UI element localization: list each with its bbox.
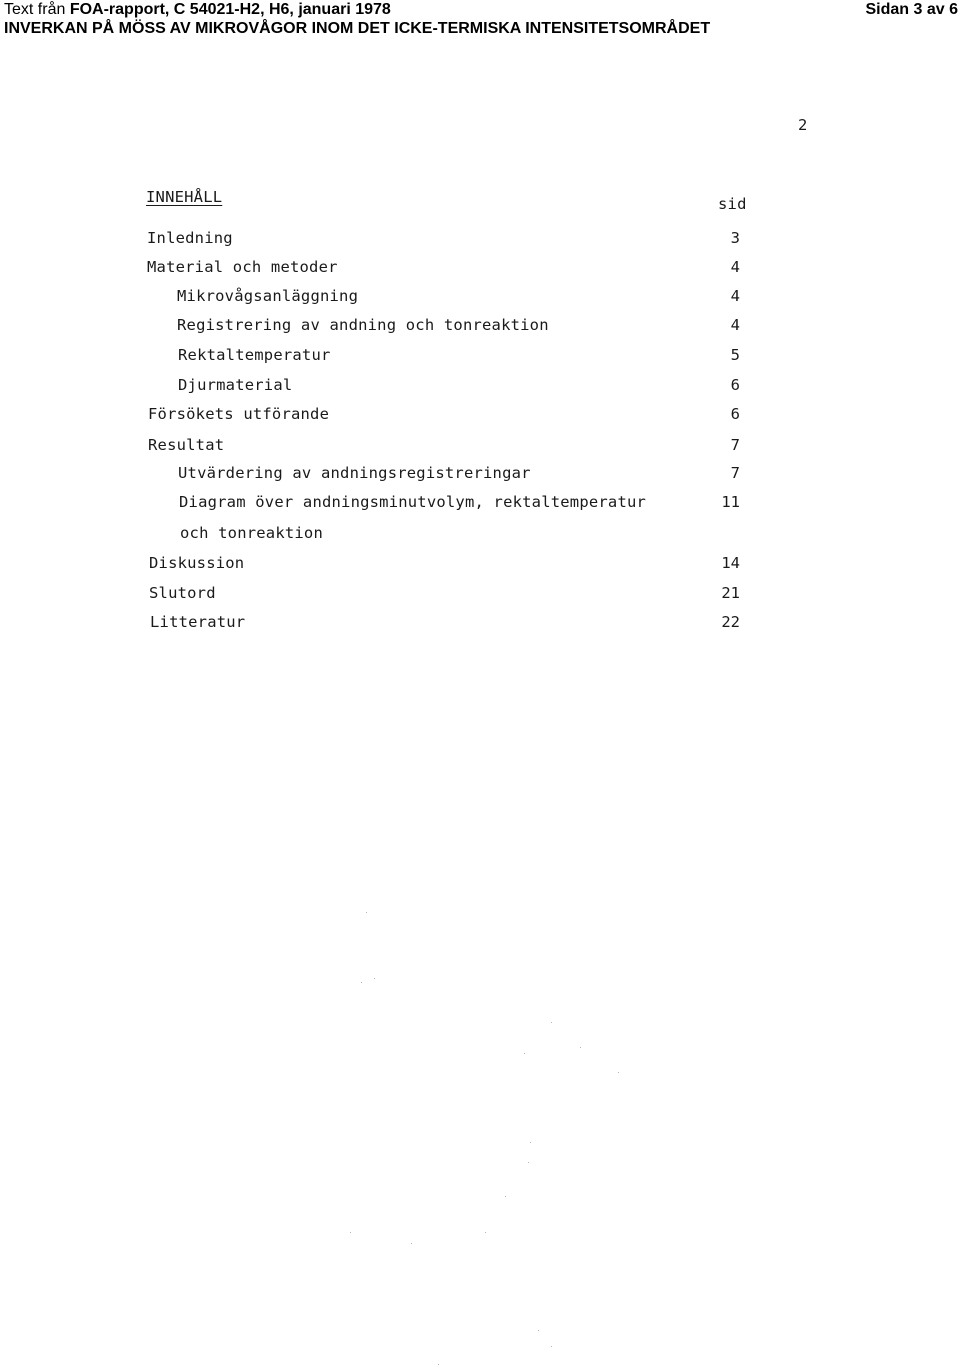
toc-entry-text: Material och metoder bbox=[147, 258, 338, 276]
page-number: 2 bbox=[798, 116, 808, 134]
scan-speck bbox=[350, 1232, 351, 1233]
scan-speck bbox=[538, 1330, 539, 1331]
scan-speck bbox=[485, 1232, 486, 1233]
toc-entry bbox=[0, 229, 960, 249]
header-document-title: INVERKAN PÅ MÖSS AV MIKROVÅGOR INOM DET ICKE-TERMISKA INTENSITETSOMRÅDET bbox=[4, 20, 711, 37]
toc-entry-text: Litteratur bbox=[150, 613, 246, 631]
toc-entry bbox=[0, 405, 960, 425]
toc-entry bbox=[0, 613, 960, 633]
toc-entry-page: 6 bbox=[730, 405, 740, 423]
toc-entry-page: 22 bbox=[721, 613, 740, 631]
toc-entry bbox=[0, 258, 960, 278]
toc-entry bbox=[0, 584, 960, 604]
header-source-line bbox=[4, 0, 958, 19]
toc-entry bbox=[0, 524, 960, 544]
scan-speck bbox=[551, 1022, 552, 1023]
toc-entry-page: 4 bbox=[730, 316, 740, 334]
toc-entry-text: Rektaltemperatur bbox=[178, 346, 331, 364]
toc-entry bbox=[0, 346, 960, 366]
toc-entry-page: 3 bbox=[730, 229, 740, 247]
scan-speck bbox=[580, 1047, 581, 1048]
toc-entry-text: Diagram över andningsminutvolym, rektaltemperatur bbox=[179, 493, 647, 511]
toc-entry-text: Mikrovågsanläggning bbox=[177, 287, 359, 305]
toc-entry-text: Inledning bbox=[147, 229, 233, 247]
header-source-title: FOA-rapport, C 54021-H2, H6, januari 1978 bbox=[69, 1, 391, 18]
header-page-indicator: Sidan 3 av 6 bbox=[865, 1, 958, 18]
toc-entry-text: Resultat bbox=[148, 436, 225, 454]
toc-entry-text: Slutord bbox=[149, 584, 216, 602]
toc-entry-page: 5 bbox=[730, 346, 740, 364]
toc-entry bbox=[0, 464, 960, 484]
toc-entry-page: 4 bbox=[730, 287, 740, 305]
scan-speck bbox=[618, 1072, 619, 1073]
toc-entry-text: Försökets utförande bbox=[148, 405, 330, 423]
header-source-prefix: Text från bbox=[4, 1, 70, 18]
scan-speck bbox=[438, 1364, 439, 1365]
toc-entry-text: Utvärdering av andningsregistreringar bbox=[178, 464, 531, 482]
toc-entry-page: 11 bbox=[721, 493, 740, 511]
toc-entry-page: 21 bbox=[721, 584, 740, 602]
toc-heading: INNEHÅLL bbox=[146, 188, 223, 206]
toc-entry-page: 14 bbox=[721, 554, 740, 572]
toc-entry bbox=[0, 554, 960, 574]
toc-entry-page: 7 bbox=[730, 436, 740, 454]
scan-speck bbox=[524, 1053, 525, 1054]
scan-speck bbox=[551, 1346, 552, 1347]
scan-speck bbox=[505, 1196, 506, 1197]
toc-entry-page: 4 bbox=[730, 258, 740, 276]
scan-speck bbox=[366, 912, 367, 913]
toc-entry-page: 6 bbox=[730, 376, 740, 394]
toc-entry-page: 7 bbox=[730, 464, 740, 482]
toc-entry-text: Registrering av andning och tonreaktion bbox=[177, 316, 549, 334]
toc-entry bbox=[0, 316, 960, 336]
toc-entry-text: Diskussion bbox=[149, 554, 245, 572]
page-header bbox=[4, 0, 958, 38]
toc-page-column-label: sid bbox=[718, 195, 747, 213]
toc-entry bbox=[0, 493, 960, 513]
scan-speck bbox=[411, 1243, 412, 1244]
scan-speck bbox=[374, 978, 375, 979]
toc-entry bbox=[0, 287, 960, 307]
toc-entry-text: Djurmaterial bbox=[178, 376, 293, 394]
toc-entry-text: och tonreaktion bbox=[180, 524, 323, 542]
scan-speck bbox=[361, 982, 362, 983]
toc-entry bbox=[0, 376, 960, 396]
toc-entry bbox=[0, 436, 960, 456]
scan-speck bbox=[528, 1162, 529, 1163]
scan-speck bbox=[530, 1142, 531, 1143]
